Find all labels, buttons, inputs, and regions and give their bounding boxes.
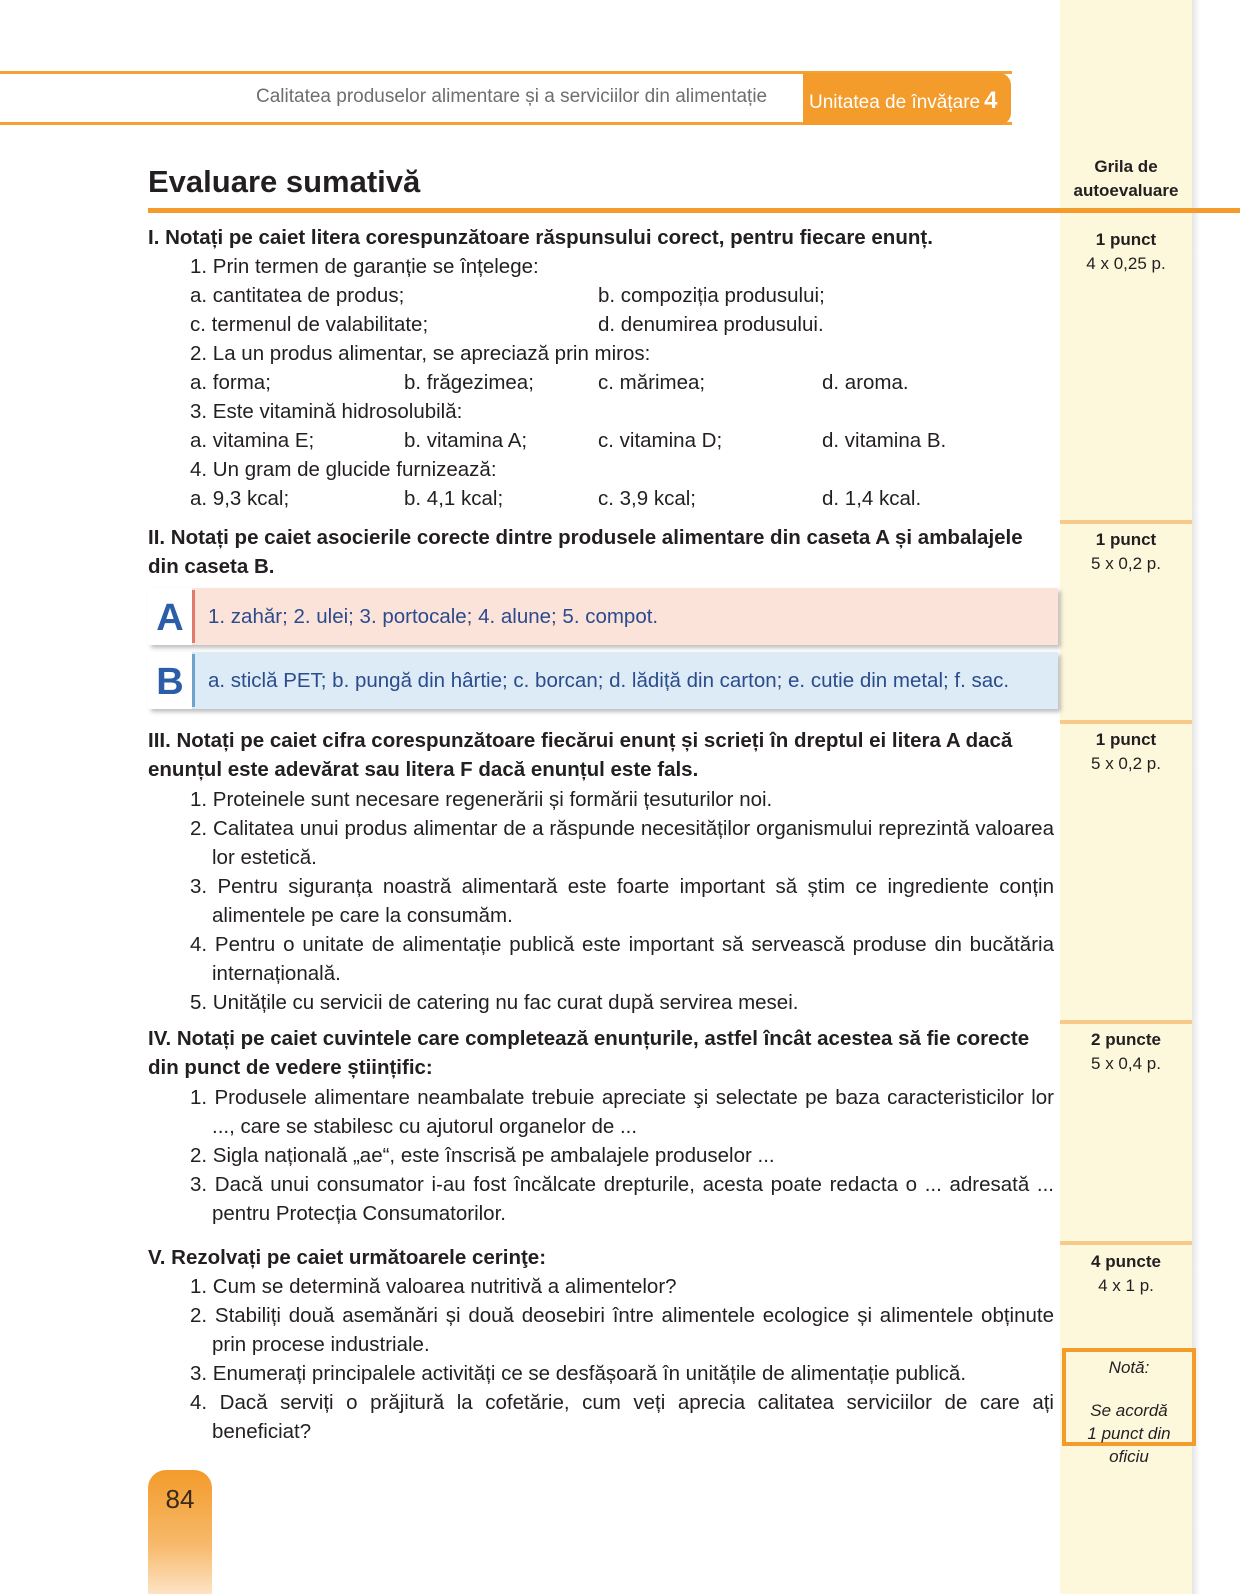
box-b xyxy=(148,652,1058,709)
nota-line1: Se acordă xyxy=(1090,1401,1168,1420)
s1-q1-c: c. termenul de valabilitate; xyxy=(190,313,429,336)
s1-q1-b: b. compoziția produsului; xyxy=(598,284,825,307)
s3-item: 5. Unitățile cu servicii de catering nu fac curat după servirea mesei. xyxy=(190,991,799,1014)
s4-score-bar xyxy=(1060,1020,1192,1024)
s1-q3-c: c. vitamina D; xyxy=(598,429,723,452)
s1-q2-b: b. frăgezimea; xyxy=(404,371,534,394)
s2-score xyxy=(1060,528,1192,576)
box-a-separator xyxy=(192,590,195,643)
s1-q4: 4. Un gram de glucide furnizează: xyxy=(190,458,497,481)
s3-item: 2. Calitatea unui produs alimentar de a răspunde necesităților organismului reprezintă valoarea lor estetică. xyxy=(190,817,1054,869)
page-title: Evaluare sumativă xyxy=(148,164,421,199)
s1-q3-a: a. vitamina E; xyxy=(190,429,315,452)
s1-q3-b: b. vitamina A; xyxy=(404,429,528,452)
s2-score-bar xyxy=(1060,520,1192,524)
grila-heading: Grila de autoevaluare xyxy=(1073,157,1179,200)
unit-label: Unitatea de învățare xyxy=(809,92,981,113)
s5-score-bar xyxy=(1060,1241,1192,1245)
section1-heading: I. Notați pe caiet litera corespunzătoare răspunsului corect, pentru fiecare enunț. xyxy=(148,226,933,249)
s1-q1: 1. Prin termen de garanție se înțelege: xyxy=(190,255,539,278)
s1-q2: 2. La un produs alimentar, se apreciază prin miros: xyxy=(190,342,651,365)
s5-item: 1. Cum se determină valoarea nutritivă a alimentelor? xyxy=(190,1275,677,1298)
box-a-text: 1. zahăr; 2. ulei; 3. portocale; 4. alune; 5. compot. xyxy=(208,605,659,628)
nota-line2: 1 punct din oficiu xyxy=(1087,1424,1171,1466)
s3-item: 3. Pentru siguranța noastră alimentară este foarte important să știm ce ingrediente conțin alimentele pe care la consumăm. xyxy=(190,875,1054,927)
box-b-separator xyxy=(192,654,195,707)
page-number-tab xyxy=(148,1470,212,1594)
s4-item: 2. Sigla națională „ae“, este înscrisă pe ambalajele produselor ... xyxy=(190,1144,775,1167)
s5-item: 2. Stabiliți două asemănări și două deosebiri între alimentele ecologice și alimentele obținute prin procese industriale. xyxy=(190,1304,1054,1356)
s4-score-points: 2 puncte xyxy=(1091,1030,1161,1049)
s1-q4-d: d. 1,4 kcal. xyxy=(822,487,922,510)
box-a xyxy=(148,588,1058,645)
s1-q1-d: d. denumirea produsului. xyxy=(598,313,824,336)
s3-score xyxy=(1060,728,1192,776)
s1-q1-a: a. cantitatea de produs; xyxy=(190,284,405,307)
box-b-text: a. sticlă PET; b. pungă din hârtie; c. borcan; d. lădiță din carton; e. cutie din metal; f. sac. xyxy=(208,669,1010,692)
s1-q4-b: b. 4,1 kcal; xyxy=(404,487,504,510)
s3-score-detail: 5 x 0,2 p. xyxy=(1091,754,1161,773)
s3-item: 4. Pentru o unitate de alimentație publică este important să servească produse din bucătăria internațională. xyxy=(190,933,1054,985)
s2-score-points: 1 punct xyxy=(1095,530,1157,549)
title-underline xyxy=(148,208,1240,213)
s1-q3-d: d. vitamina B. xyxy=(822,429,947,452)
s3-list xyxy=(190,785,1054,1017)
s1-score xyxy=(1060,228,1192,276)
s5-item: 4. Dacă serviți o prăjitură la cofetărie, cum veți aprecia calitatea serviciilor de care ați beneficiat? xyxy=(190,1391,1054,1443)
s3-score-bar xyxy=(1060,720,1192,724)
nota-label: Notă: xyxy=(1108,1358,1150,1377)
s4-list xyxy=(190,1083,1054,1228)
s1-q2-d: d. aroma. xyxy=(822,371,909,394)
s1-q4-a: a. 9,3 kcal; xyxy=(190,487,290,510)
box-a-letter: A xyxy=(148,588,192,645)
s4-score-detail: 5 x 0,4 p. xyxy=(1091,1054,1161,1073)
s5-item: 3. Enumerați principalele activități ce se desfășoară în unitățile de alimentație publică. xyxy=(190,1362,967,1385)
s5-score xyxy=(1060,1250,1192,1298)
section4-heading: IV. Notați pe caiet cuvintele care completează enunțurile, astfel încât acestea să fie corecte din punct de vedere științific: xyxy=(148,1027,1030,1079)
nota-spacer xyxy=(1066,1379,1192,1399)
s1-q2-c: c. mărimea; xyxy=(598,371,706,394)
s5-score-points: 4 puncte xyxy=(1091,1252,1161,1271)
s3-item: 1. Proteinele sunt necesare regenerării și formării țesuturilor noi. xyxy=(190,788,773,811)
box-b-letter: B xyxy=(148,652,192,709)
s3-score-points: 1 punct xyxy=(1095,730,1157,749)
s4-score xyxy=(1060,1028,1192,1076)
s5-score-detail: 4 x 1 p. xyxy=(1098,1276,1154,1295)
s5-list xyxy=(190,1272,1054,1446)
s2-score-detail: 5 x 0,2 p. xyxy=(1091,554,1161,573)
s4-item: 3. Dacă unui consumator i-au fost încălcate drepturile, acesta poate redacta o ... adresată ... pentru Protecția Consumatorilor. xyxy=(190,1173,1054,1225)
section3-heading: III. Notați pe caiet cifra corespunzătoare fiecărui enunț și scrieți în dreptul ei litera A dacă enunțul este adevărat sau litera F dacă enunțul este fals. xyxy=(148,729,1013,781)
s1-q2-a: a. forma; xyxy=(190,371,271,394)
section2-heading: II. Notați pe caiet asocierile corecte dintre produsele alimentare din caseta A și ambalajele din caseta B. xyxy=(148,526,1023,578)
chapter-title: Calitatea produselor alimentare și a serviciilor din alimentație xyxy=(256,86,768,107)
unit-tab xyxy=(803,73,1011,125)
s1-q3: 3. Este vitamină hidrosolubilă: xyxy=(190,400,463,423)
s1-score-points: 1 punct xyxy=(1095,230,1157,249)
page-number: 84 xyxy=(165,1484,195,1514)
section5-heading: V. Rezolvați pe caiet următoarele cerinţe: xyxy=(148,1246,547,1269)
s4-item: 1. Produsele alimentare neambalate trebuie apreciate şi selectate pe baza caracteristicilor lor ..., care se stabilesc cu ajutorul organelor de ... xyxy=(190,1086,1054,1138)
s1-q4-c: c. 3,9 kcal; xyxy=(598,487,696,510)
s1-score-detail: 4 x 0,25 p. xyxy=(1086,254,1166,273)
unit-number: 4 xyxy=(984,87,998,114)
nota-box xyxy=(1062,1348,1196,1466)
